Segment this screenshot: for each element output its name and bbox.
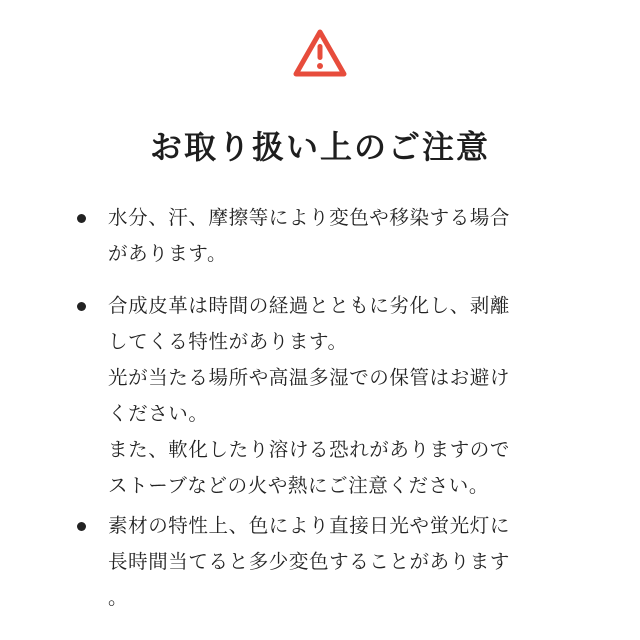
- notice-line: 合成皮革は時間の経過とともに劣化し、剥離: [108, 294, 511, 317]
- bullet-icon: [77, 522, 86, 531]
- notice-line: 水分、汗、摩擦等により変色や移染する場合: [108, 206, 511, 229]
- notice-line: 。: [108, 586, 129, 609]
- notice-line: 光が当たる場所や高温多湿での保管はお避け: [108, 366, 511, 389]
- notice-item: [108, 288, 568, 504]
- notice-line: ストーブなどの火や熱にご注意ください。: [108, 474, 489, 497]
- notice-item: [108, 508, 568, 616]
- notice-line: があります。: [108, 242, 228, 265]
- notice-line: してくる特性があります。: [108, 330, 348, 353]
- page-title: お取り扱い上のご注意: [149, 128, 490, 167]
- notice-line: 素材の特性上、色により直接日光や蛍光灯に: [108, 514, 511, 537]
- bullet-icon: [77, 214, 86, 223]
- notice-line: また、軟化したり溶ける恐れがありますので: [108, 438, 511, 461]
- bullet-icon: [77, 302, 86, 311]
- notice-item: [108, 200, 568, 272]
- notice-line: ください。: [108, 402, 209, 425]
- notice-line: 長時間当てると多少変色することがあります: [108, 550, 511, 573]
